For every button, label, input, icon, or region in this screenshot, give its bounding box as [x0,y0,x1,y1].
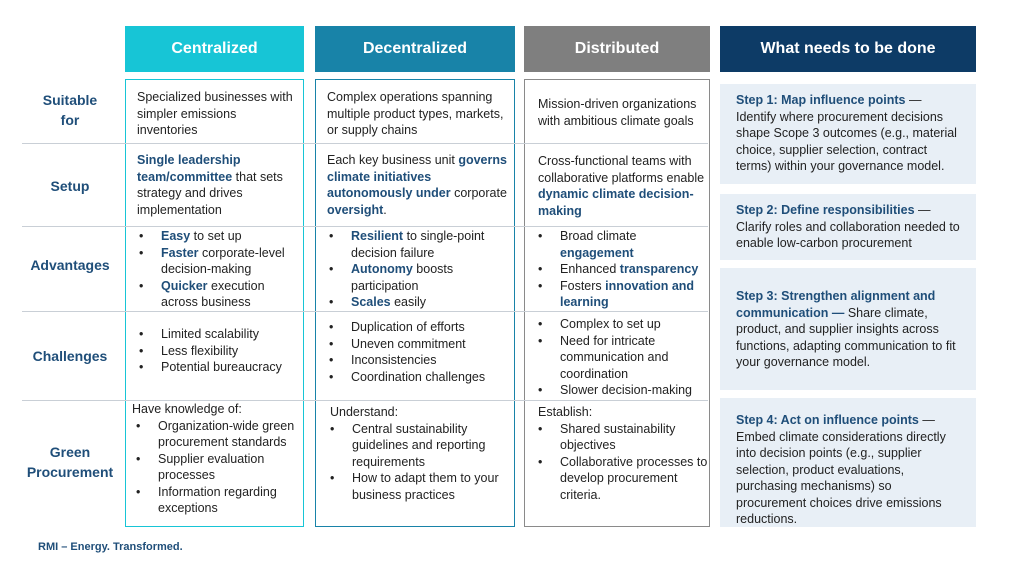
cell-centralized-setup [137,152,299,218]
step-title: Step 1: Map influence points [736,93,906,107]
list-item: • Slower decision-making [534,382,708,399]
highlight-text: Autonomy [351,262,413,276]
row-label-green-text: Green Procurement [26,444,114,480]
highlight-text: Easy [161,229,191,243]
list-item [534,228,708,261]
highlight-text: Faster [161,245,199,260]
list-item: • Duplication of efforts [325,319,513,336]
header-distributed [524,26,710,72]
cell-text: to single-point decision failure [351,229,485,260]
cell-distributed-setup [538,153,706,219]
step-3-box [720,268,976,390]
highlight-text: engagement [560,245,634,260]
cell-text: boosts participation [351,262,454,293]
cell-intro: Establish: [538,405,593,419]
list-item: • Information regarding exceptions [132,484,302,517]
cell-distributed-green [538,404,708,503]
highlight-text: oversight [327,202,384,217]
cell-decentralized-advantages [325,228,513,311]
highlight-text: dynamic climate decision-making [538,187,694,218]
row-label-setup [18,174,122,198]
cell-text: execution across business [161,278,265,309]
step-text: — Identify where procurement decisions shape Scope 3 outcomes (e.g., material choice, supplier selection, contract terms) within your governance model. [736,93,957,173]
step-2-box [720,194,976,260]
list-item: • Inconsistencies [325,352,513,369]
header-what-needs-to-be-done [720,26,976,72]
list-item [325,294,513,311]
list-item: • Need for intricate communication and coordination [534,333,708,383]
cell-decentralized-challenges [325,319,513,385]
highlight-text: Single leadership team/committee [137,153,241,184]
cell-text: Fosters [560,278,606,293]
cell-decentralized-suitable [327,89,513,139]
highlight-text: Resilient [351,229,404,243]
step-text: — Embed climate considerations directly into decision points (e.g., supplier selection, product evaluations, purchasing mechanisms) so procurement choices drive emissions reductions. [736,413,946,526]
cell-text: Each key business unit [327,153,459,167]
step-4-box [720,398,976,527]
list-item: • Supplier evaluation processes [132,451,302,484]
step-title: Step 4: Act on influence points [736,413,919,427]
cell-centralized-suitable [137,89,299,139]
cell-distributed-suitable [538,96,706,129]
highlight-text: innovation and learning [560,278,695,309]
list-item [135,228,301,245]
list-item [534,261,708,278]
header-decentralized [315,26,515,72]
highlight-text: transparency [619,262,699,276]
list-item: • Complex to set up [534,316,708,333]
cell-text: Broad climate [560,229,637,243]
list-item: • Organization-wide green procurement standards [132,418,302,451]
row-label-suitable-for [18,88,122,132]
cell-intro: Understand: [330,405,399,419]
cell-distributed-challenges [534,316,708,399]
list-item: • Central sustainability guidelines and reporting requirements [326,421,514,471]
row-label-advantages-text: Advantages [30,257,110,273]
row-label-challenges [18,344,122,368]
cell-text: corporate-level decision-making [161,245,285,276]
cell-text: easily [390,295,427,309]
cell-text: Cross-functional teams with collaborative platforms enable [538,154,705,185]
cell-centralized-advantages [135,228,301,311]
row-label-suitable-text: Suitable for [42,92,98,128]
list-item [135,278,301,311]
list-item: • Uneven commitment [325,336,513,353]
cell-decentralized-setup [327,152,513,218]
step-text: — Clarify roles and collaboration needed to enable low-carbon procurement [736,203,960,250]
footer-brand: RMI – Energy. Transformed. [38,541,183,553]
list-item: • How to adapt them to your business practices [326,470,514,503]
cell-text: to set up [190,229,242,243]
cell-intro: Have knowledge of: [132,402,242,416]
header-distributed-label: Distributed [574,40,660,57]
list-item: • Shared sustainability objectives [534,421,708,454]
row-divider [22,400,708,401]
row-label-setup-text: Setup [50,178,90,194]
step-title: Step 3: Strengthen alignment and communication — [736,289,936,320]
list-item [135,245,301,278]
step-title: Step 2: Define responsibilities [736,203,915,217]
row-divider [22,226,708,227]
cell-distributed-advantages [534,228,708,311]
row-label-advantages [18,253,122,277]
cell-text: Mission-driven organizations with ambitious climate goals [538,97,697,128]
list-item [534,278,708,311]
header-todo-label: What needs to be done [760,40,936,57]
cell-centralized-green [132,401,302,517]
list-item [325,228,513,261]
step-text: Share climate, product, and supplier insights across functions, adapting communication to fit your governance model. [736,305,956,369]
list-item [325,261,513,294]
row-label-green-procurement [18,440,122,484]
highlight-text: governs climate initiatives autonomously under [327,153,507,200]
row-label-challenges-text: Challenges [32,348,108,364]
cell-text: Specialized businesses with simpler emissions inventories [137,90,293,137]
list-item: • Less flexibility [135,343,301,360]
step-1-box [720,84,976,184]
list-item: • Limited scalability [135,326,301,343]
row-divider [22,143,708,144]
cell-text: . [383,202,387,217]
header-decentralized-label: Decentralized [362,40,468,57]
cell-decentralized-green [330,404,514,503]
cell-text: Complex operations spanning multiple product types, markets, or supply chains [327,90,504,137]
header-centralized-label: Centralized [171,40,258,57]
list-item: • Coordination challenges [325,369,513,386]
list-item: • Potential bureaucracy [135,359,301,376]
highlight-text: Scales [351,295,391,309]
cell-centralized-challenges [135,326,301,376]
header-centralized [125,26,304,72]
list-item: • Collaborative processes to develop procurement criteria. [534,454,708,504]
cell-text: that sets strategy and drives implementation [137,169,283,217]
cell-text: corporate [450,186,507,200]
highlight-text: Quicker [161,278,208,293]
cell-text: Enhanced [560,262,620,276]
row-divider [22,311,708,312]
